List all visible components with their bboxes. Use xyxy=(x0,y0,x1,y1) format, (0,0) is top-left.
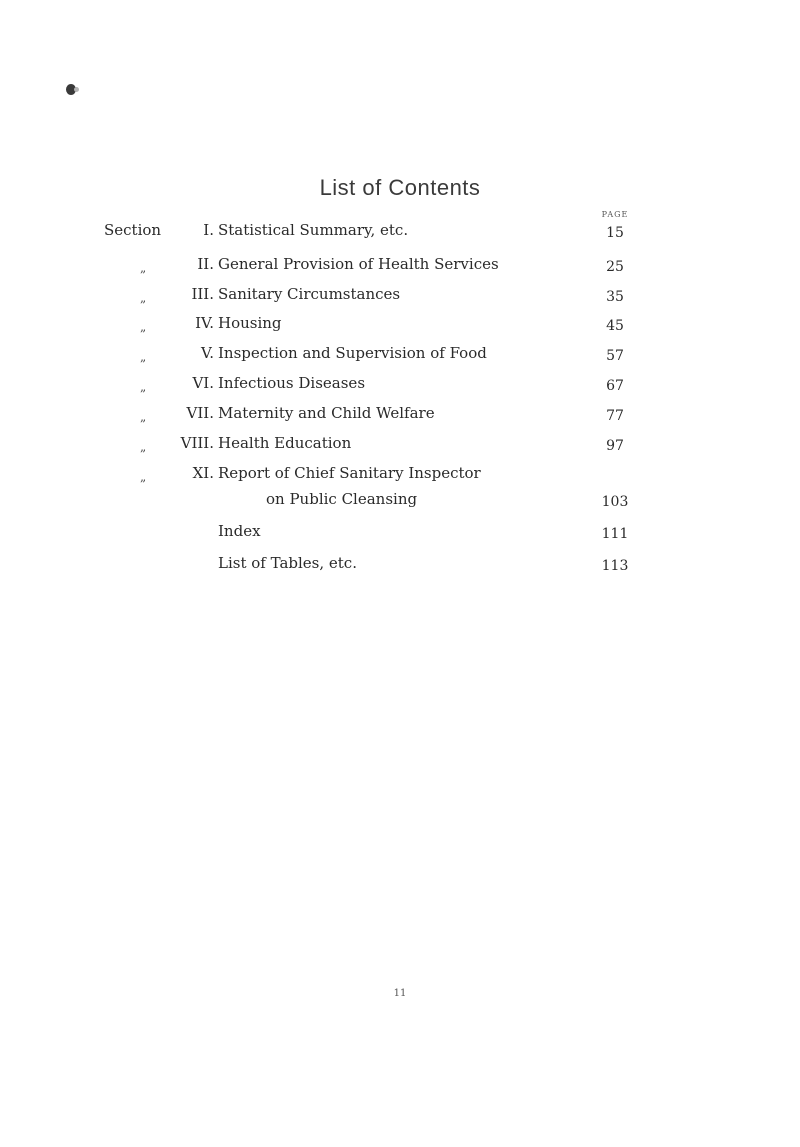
ditto-mark: „ xyxy=(140,470,147,484)
toc-row xyxy=(0,374,800,404)
section-numeral: III. xyxy=(191,285,214,303)
section-title: Infectious Diseases xyxy=(218,374,366,392)
toc-row xyxy=(0,255,800,285)
toc-row xyxy=(0,285,800,315)
toc-row xyxy=(0,464,800,524)
ditto-mark: „ xyxy=(140,350,147,364)
page-number: 111 xyxy=(601,526,629,542)
toc-row xyxy=(0,221,800,251)
toc-row xyxy=(0,522,800,552)
index-title: Index xyxy=(218,522,261,540)
section-numeral: VI. xyxy=(192,374,214,392)
section-title: Sanitary Circumstances xyxy=(218,285,401,303)
page-footer-number: 11 xyxy=(393,988,407,999)
section-title: Housing xyxy=(218,314,282,332)
toc-row xyxy=(0,314,800,344)
page-number: 97 xyxy=(606,438,624,454)
page-title: List of Contents xyxy=(319,175,481,200)
ditto-mark: „ xyxy=(140,380,147,394)
section-numeral: XI. xyxy=(192,464,214,482)
section-title: Maternity and Child Welfare xyxy=(218,404,435,422)
section-numeral: VIII. xyxy=(180,434,214,452)
section-title: Health Education xyxy=(218,434,352,452)
page-number: 45 xyxy=(606,318,624,334)
toc-row xyxy=(0,434,800,464)
section-title: General Provision of Health Services xyxy=(218,255,499,273)
section-numeral: II. xyxy=(197,255,214,273)
section-title: Report of Chief Sanitary Inspector xyxy=(218,464,481,482)
ditto-mark: „ xyxy=(140,261,147,275)
section-numeral: I. xyxy=(203,221,214,239)
page-number: 15 xyxy=(606,225,624,241)
page-number: 57 xyxy=(606,348,624,364)
page-column-header: PAGE xyxy=(601,210,629,219)
section-title: Inspection and Supervision of Food xyxy=(218,344,487,362)
ditto-mark: „ xyxy=(140,291,147,305)
section-numeral: VII. xyxy=(186,404,214,422)
page-number: 25 xyxy=(606,259,624,275)
page-number: 67 xyxy=(606,378,624,394)
toc-row xyxy=(0,404,800,434)
page-number: 35 xyxy=(606,289,624,305)
ditto-mark: „ xyxy=(140,440,147,454)
section-numeral: V. xyxy=(201,344,214,362)
ditto-mark: „ xyxy=(140,410,147,424)
toc-row xyxy=(0,554,800,584)
page-number: 113 xyxy=(601,558,629,574)
page-number: 77 xyxy=(606,408,624,424)
section-title-continued: on Public Cleansing xyxy=(266,490,418,508)
page-number: 103 xyxy=(601,494,629,510)
toc-row xyxy=(0,344,800,374)
section-label: Section xyxy=(104,221,162,239)
list-of-tables-title: List of Tables, etc. xyxy=(218,554,357,572)
section-numeral: IV. xyxy=(195,314,214,332)
section-title: Statistical Summary, etc. xyxy=(218,221,409,239)
binding-hole-icon xyxy=(66,84,76,95)
ditto-mark: „ xyxy=(140,320,147,334)
